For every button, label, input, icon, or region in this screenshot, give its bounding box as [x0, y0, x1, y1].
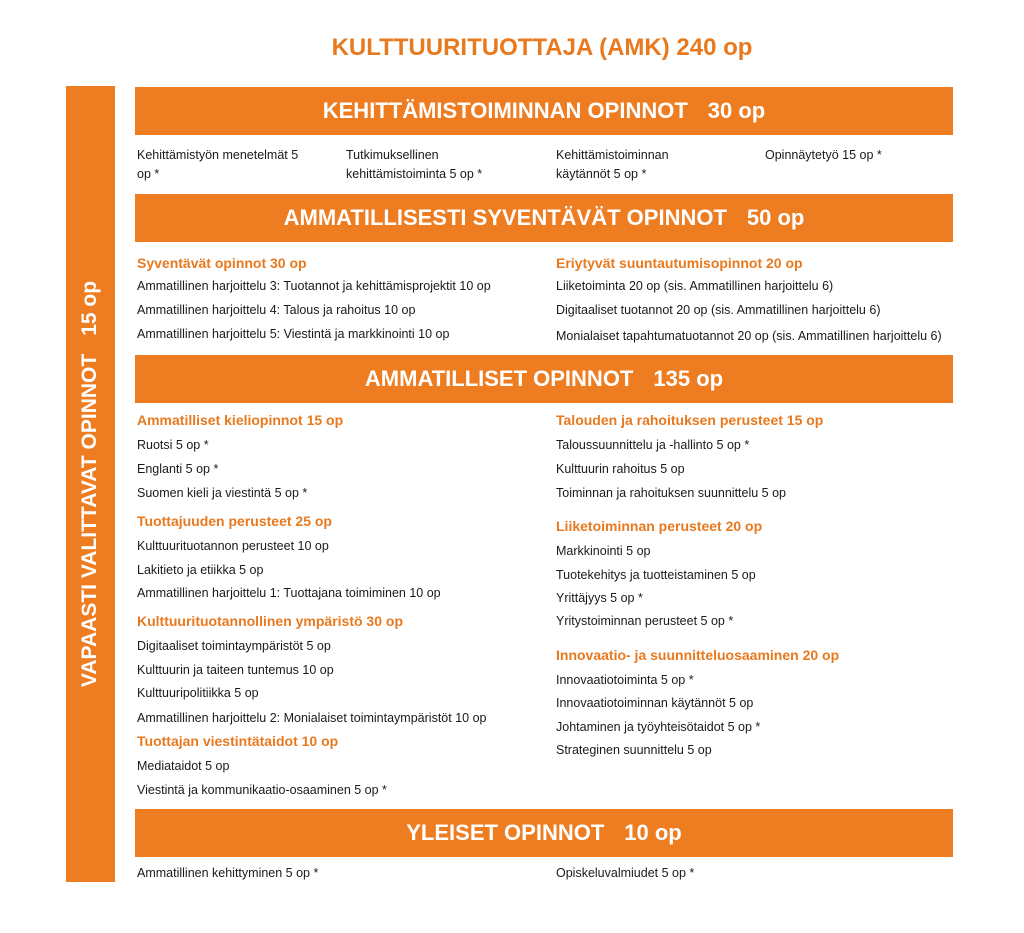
- course-item: Ammatillinen harjoittelu 5: Viestintä ja markkinointi 10 op: [137, 327, 450, 341]
- course-item: Yrittäjyys 5 op *: [556, 591, 643, 605]
- course-item: Yritystoiminnan perusteet 5 op *: [556, 614, 734, 628]
- section-title: AMMATILLISESTI SYVENTÄVÄT OPINNOT: [283, 205, 727, 230]
- section-header-kehittamis: [135, 87, 953, 135]
- course-item: Johtaminen ja työyhteisötaidot 5 op *: [556, 720, 761, 734]
- course-item: Strateginen suunnittelu 5 op: [556, 743, 712, 757]
- section-points: 135 op: [653, 366, 724, 391]
- subsection-title: Tuottajuuden perusteet 25 op: [137, 513, 332, 529]
- course-line: Tutkimuksellinen: [346, 148, 439, 162]
- section-title: YLEISET OPINNOT: [406, 820, 605, 845]
- course-line: käytännöt 5 op *: [556, 167, 647, 181]
- course-item: Ammatillinen harjoittelu 4: Talous ja rahoitus 10 op: [137, 303, 416, 317]
- course-item: Taloussuunnittelu ja -hallinto 5 op *: [556, 438, 750, 452]
- section-header-syventavat: [135, 194, 953, 242]
- course-item: Opiskeluvalmiudet 5 op *: [556, 866, 695, 880]
- subsection-title: Tuottajan viestintätaidot 10 op: [137, 733, 339, 749]
- course-item: Markkinointi 5 op: [556, 544, 651, 558]
- subsection-title: Eriytyvät suuntautumisopinnot 20 op: [556, 255, 803, 271]
- subsection-title: Liiketoiminnan perusteet 20 op: [556, 518, 763, 534]
- course-item: Viestintä ja kommunikaatio-osaaminen 5 op *: [137, 783, 387, 797]
- course-line: Kehittämistyön menetelmät 5: [137, 148, 299, 162]
- side-label: [78, 281, 102, 687]
- subsection-title: Kulttuurituotannollinen ympäristö 30 op: [137, 613, 403, 629]
- course-line: op *: [137, 167, 160, 181]
- course-item: Ammatillinen harjoittelu 1: Tuottajana toimiminen 10 op: [137, 586, 441, 600]
- course-item: Mediataidot 5 op: [137, 759, 230, 773]
- section-title: AMMATILLISET OPINNOT: [364, 366, 634, 391]
- subsection-title: Ammatilliset kieliopinnot 15 op: [137, 412, 344, 428]
- course-item: Kulttuurin rahoitus 5 op: [556, 462, 685, 476]
- course-item: Ammatillinen kehittyminen 5 op *: [137, 866, 319, 880]
- course-item: Kulttuurituotannon perusteet 10 op: [137, 539, 329, 553]
- course-item: Suomen kieli ja viestintä 5 op *: [137, 486, 308, 500]
- section-points: 30 op: [707, 98, 766, 123]
- course-item: Lakitieto ja etiikka 5 op: [137, 563, 264, 577]
- section-title: KEHITTÄMISTOIMINNAN OPINNOT: [322, 98, 688, 123]
- side-label-text: VAPAASTI VALITTAVAT OPINNOT: [78, 353, 101, 688]
- course-cell: [765, 146, 945, 165]
- course-item: Kulttuuripolitiikka 5 op: [137, 686, 259, 700]
- section-points: 50 op: [746, 205, 805, 230]
- course-cell: [556, 146, 736, 184]
- course-item: Digitaaliset toimintaympäristöt 5 op: [137, 639, 331, 653]
- course-item: Tuotekehitys ja tuotteistaminen 5 op: [556, 568, 756, 582]
- section-points: 10 op: [624, 820, 682, 845]
- subsection-title: Talouden ja rahoituksen perusteet 15 op: [556, 412, 824, 428]
- course-item: Ammatillinen harjoittelu 3: Tuotannot ja kehittämisprojektit 10 op: [137, 279, 491, 293]
- section-header-ammatilliset: [135, 355, 953, 403]
- course-cell: [346, 146, 526, 184]
- course-item: Englanti 5 op *: [137, 462, 219, 476]
- subsection-title: Innovaatio- ja suunnitteluosaaminen 20 op: [556, 647, 840, 663]
- course-line: kehittämistoiminta 5 op *: [346, 167, 483, 181]
- page-title: KULTTUURITUOTTAJA (AMK) 240 op: [331, 34, 753, 61]
- course-cell: [137, 146, 317, 184]
- course-item: Kulttuurin ja taiteen tuntemus 10 op: [137, 663, 334, 677]
- course-line: Kehittämistoiminnan: [556, 148, 669, 162]
- course-item: Monialaiset tapahtumatuotannot 20 op (sis. Ammatillinen harjoittelu 6): [556, 329, 942, 343]
- side-points: 15 op: [78, 280, 101, 336]
- subsection-title: Syventävät opinnot 30 op: [137, 255, 307, 271]
- section-header-yleiset: [135, 809, 953, 857]
- course-item: Ruotsi 5 op *: [137, 438, 209, 452]
- course-item: Liiketoiminta 20 op (sis. Ammatillinen harjoittelu 6): [556, 279, 834, 293]
- course-item: Innovaatiotoiminta 5 op *: [556, 673, 694, 687]
- course-item: Toiminnan ja rahoituksen suunnittelu 5 op: [556, 486, 787, 500]
- course-item: Ammatillinen harjoittelu 2: Monialaiset toimintaympäristöt 10 op: [137, 711, 487, 725]
- course-item: Innovaatiotoiminnan käytännöt 5 op: [556, 696, 754, 710]
- course-line: Opinnäytetyö 15 op *: [765, 148, 882, 162]
- course-item: Digitaaliset tuotannot 20 op (sis. Ammatillinen harjoittelu 6): [556, 303, 881, 317]
